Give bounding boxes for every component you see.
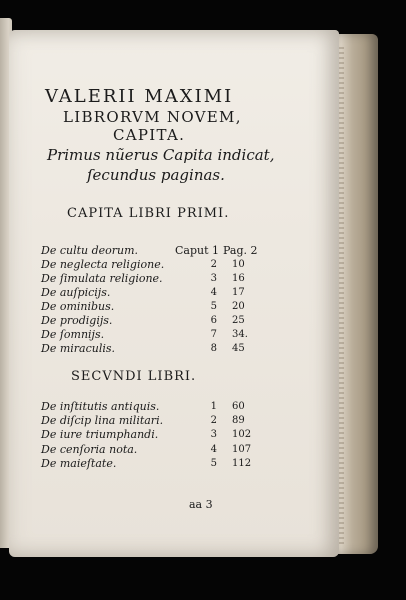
contents-entry-title: De auſpicijs. (41, 286, 111, 299)
chapter-number: 6 (210, 315, 217, 326)
page-number: 107 (232, 443, 252, 455)
page-number: 10 (232, 259, 245, 270)
page-number: 20 (232, 301, 245, 312)
contents-entry-title: De inſtitutis antiquis. (41, 400, 160, 413)
book-page (9, 30, 339, 557)
page-number: 17 (232, 287, 245, 298)
contents-entry-title: De cultu deorum. (41, 244, 139, 257)
chapter-number: 5 (210, 301, 217, 312)
subtitle-line-2: ſecundus paginas. (87, 166, 225, 184)
chapter-number: 3 (210, 273, 217, 284)
chapter-number: 3 (210, 429, 217, 441)
contents-entry-title: De ominibus. (41, 300, 115, 313)
chapter-number: 4 (210, 443, 217, 455)
chapter-number: 1 (210, 401, 217, 412)
title-line-3: CAPITA. (113, 126, 186, 144)
chapter-number: 8 (210, 343, 217, 354)
caput-column-header: Caput 1 (175, 244, 220, 257)
page-number: 45 (232, 343, 245, 354)
book1-heading: CAPITA LIBRI PRIMI. (67, 206, 230, 221)
contents-entry-title: De cenſoria nota. (41, 442, 138, 456)
contents-entry-title: De miraculis. (41, 342, 116, 355)
chapter-number: 2 (210, 259, 217, 270)
contents-entry-title: De ſimulata religione. (41, 272, 163, 285)
pag-column-header: Pag. 2 (223, 244, 258, 257)
chapter-number: 2 (210, 415, 217, 427)
chapter-number: 4 (210, 287, 217, 298)
page-number: 102 (232, 429, 252, 441)
page-number: 16 (232, 273, 245, 284)
contents-entry-title: De neglecta religione. (41, 258, 165, 271)
contents-entry-title: De prodigijs. (41, 314, 113, 327)
subtitle-line-1: Primus nũerus Capita indicat, (47, 146, 275, 164)
page-number: 112 (232, 457, 252, 469)
page-number: 34. (232, 329, 248, 340)
chapter-number: 5 (210, 457, 217, 469)
contents-entry-title: De diſcip lina militari. (41, 414, 164, 428)
page-number: 25 (232, 315, 245, 326)
chapter-number: 7 (210, 329, 217, 340)
page-number: 60 (232, 401, 245, 412)
contents-entry-title: De ſomnijs. (41, 328, 105, 341)
title-line-1: VALERII MAXIMI (45, 86, 234, 107)
title-line-2: LIBRORVM NOVEM, (63, 108, 242, 126)
contents-entry-title: De iure triumphandi. (41, 428, 159, 442)
signature-mark: aa 3 (189, 498, 213, 511)
book2-heading: SECVNDI LIBRI. (71, 369, 197, 384)
page-number: 89 (232, 415, 245, 427)
contents-entry-title: De maieſtate. (41, 456, 117, 470)
